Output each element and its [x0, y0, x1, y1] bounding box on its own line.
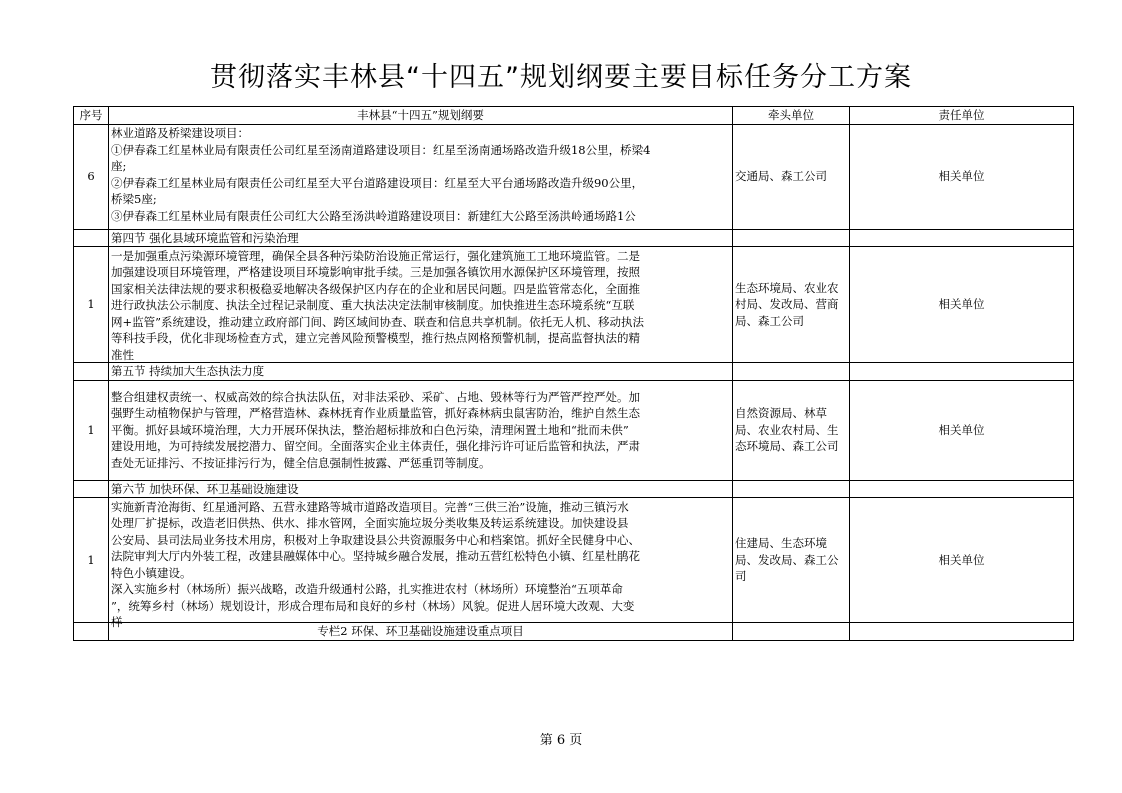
- row-responsible: 相关单位: [850, 498, 1074, 623]
- content-line: 样: [111, 615, 123, 629]
- content-line: ①伊春森工红星林业局有限责任公司红星至汤南道路建设项目：红星至汤南通场路改造升级18公里，桥梁4: [111, 142, 651, 157]
- row-seq: 1: [74, 380, 109, 480]
- content-line: 准性: [111, 347, 134, 362]
- content-line: 处理厂扩提标，改造老旧供热、供水、排水管网，全面实施垃圾分类收集及转运系统建设。加快建设县: [111, 516, 629, 530]
- content-line: 平衡。抓好县域环境治理，大力开展环保执法，整治超标排放和白色污染，清理闲置土地和“批而未供”: [111, 422, 629, 437]
- table-row: [74, 124, 1074, 229]
- content-line: 加强建设项目环境管理，严格建设项目环境影响审批手续。三是加强各镇饮用水源保护区环境管理，按照: [111, 265, 640, 279]
- content-line: ③伊春森工红星林业局有限责任公司红大公路至汤洪岭道路建设项目：新建红大公路至汤洪岭通场路1公: [111, 208, 636, 223]
- section-title: 第六节 加快环保、环卫基础设施建设: [109, 480, 733, 498]
- content-line: ”，统筹乡村（林场）规划设计，形成合理布局和良好的乡村（林场）风貌。促进人居环境大改观、大变: [111, 598, 635, 613]
- row-seq: 6: [74, 124, 109, 229]
- table-row: [74, 498, 1074, 623]
- content-line: ②伊春森工红星林业局有限责任公司红星至大平台道路建设项目：红星至大平台通场路改造升级90公里，: [111, 175, 644, 190]
- content-line: 一是加强重点污染源环境管理，确保全县各种污染防治设施正常运行，强化建筑施工工地环境监管。二是: [111, 248, 640, 263]
- row-content: [109, 498, 733, 629]
- row-lead: 自然资源局、林草局、农业农村局、生态环境局、森工公司: [733, 380, 850, 480]
- row-content: [109, 380, 733, 480]
- header-responsible: 责任单位: [850, 107, 1074, 125]
- row-lead: 交通局、森工公司: [733, 124, 850, 229]
- content-line: 建设用地，为可持续发展挖潜力、留空间。全面落实企业主体责任，强化排污许可证后监管和执法，严肃: [111, 439, 640, 454]
- section-title: 第四节 强化县域环境监管和污染治理: [109, 229, 733, 247]
- section-row: [74, 480, 1074, 498]
- content-line: 整合组建权责统一、权威高效的综合执法队伍，对非法采砂、采矿、占地、毁林等行为严管严控严处。加: [111, 389, 640, 404]
- row-lead: 住建局、生态环境局、发改局、森工公司: [733, 498, 850, 623]
- content-line: 进行政执法公示制度、执法全过程记录制度、重大执法决定法制审核制度。加快推进生态环境系统“互联: [111, 298, 635, 312]
- content-line: 查处无证排污、不按证排污行为，健全信息强制性披露、严惩重罚等制度。: [111, 455, 491, 470]
- row-lead: 生态环境局、农业农村局、发改局、营商局、森工公司: [733, 247, 850, 363]
- content-line: 座;: [111, 159, 127, 173]
- page-number: 第 6 页: [539, 733, 583, 748]
- content-line: 法院审判大厅内外装工程，改建县融媒体中心。坚持城乡融合发展，推动五营红松特色小镇、红星杜鹃花: [111, 549, 640, 563]
- task-table: [73, 106, 1074, 641]
- header-lead: 牵头单位: [733, 107, 850, 125]
- table-header-row: [74, 107, 1074, 125]
- row-responsible: 相关单位: [850, 124, 1074, 229]
- content-line: 实施新青沧海街、红星通河路、五营永建路等城市道路改造项目。完善“三供三治”设施，推动三镇污水: [111, 499, 629, 514]
- header-plan: 丰林县“十四五”规划纲要: [109, 107, 733, 125]
- content-line: 等科技手段，优化非现场检查方式，建立完善风险预警模型，推行热点网格预警机制，提高监督执法的精: [111, 331, 640, 345]
- section-title: 第五节 持续加大生态执法力度: [109, 363, 733, 381]
- row-responsible: 相关单位: [850, 247, 1074, 363]
- page-title: 贯彻落实丰林县“十四五”规划纲要主要目标任务分工方案: [210, 62, 912, 93]
- table-row: [74, 380, 1074, 480]
- table-row: [74, 247, 1074, 363]
- section-row: [74, 229, 1074, 247]
- row-responsible: 相关单位: [850, 380, 1074, 480]
- section-row: [74, 363, 1074, 381]
- column-title-row: [74, 623, 1074, 641]
- content-line: 公安局、县司法局业务技术用房，积极对上争取建设县公共资源服务中心和档案馆。抓好全民健身中心、: [111, 532, 640, 547]
- row-content: [109, 247, 733, 363]
- column-title: 专栏2 环保、环卫基础设施建设重点项目: [109, 623, 733, 641]
- content-line: 网+监管”系统建设，推动建立政府部门间、跨区域间协查、联查和信息共享机制。依托无人机、移动执法: [111, 314, 645, 329]
- row-content: [109, 124, 733, 229]
- content-line: 特色小镇建设。: [111, 565, 192, 580]
- content-line: 桥梁5座;: [111, 192, 157, 206]
- content-line: 国家相关法律法规的要求积极稳妥地解决各级保护区内存在的企业和居民问题。四是监管常态化，全面推: [111, 281, 640, 296]
- content-line: 强野生动植物保护与管理，严格营造林、森林抚育作业质量监管，抓好森林病虫鼠害防治，维护自然生态: [111, 406, 640, 421]
- content-line: 深入实施乡村（林场所）振兴战略，改造升级通村公路，扎实推进农村（林场所）环境整治“五项革命: [111, 582, 623, 596]
- row-seq: 1: [74, 498, 109, 623]
- header-seq: 序号: [74, 107, 109, 125]
- row-seq: 1: [74, 247, 109, 363]
- content-line: 林业道路及桥梁建设项目：: [111, 126, 249, 140]
